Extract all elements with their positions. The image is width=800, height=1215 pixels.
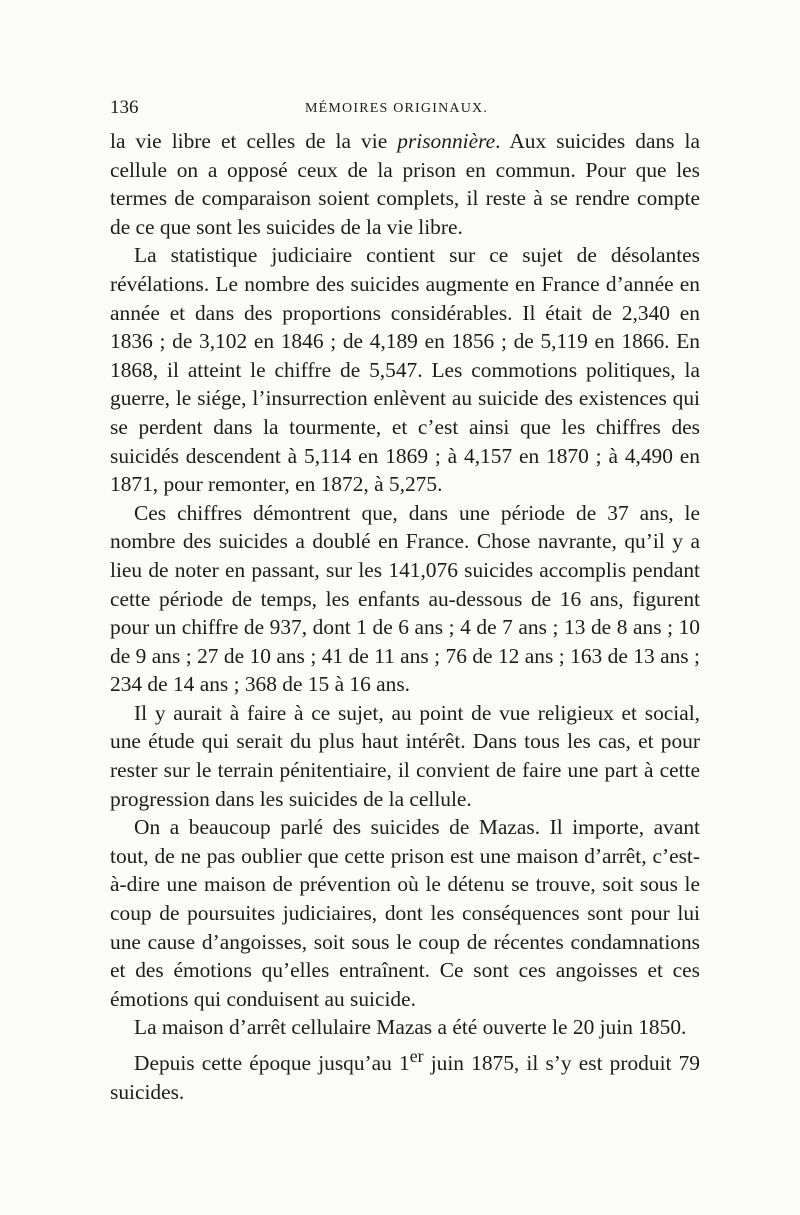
paragraph-6: La maison d’arrêt cellulaire Mazas a été ouverte le 20 juin 1850. <box>134 1015 687 1040</box>
paragraph-5: On a beaucoup parlé des suicides de Mazas. Il importe, avant tout, de ne pas oublier que cette prison est une maison d’arrêt, c’est-à-dire une maison de prévention où le détenu se trouve, soit sous le coup de poursuites judiciaires, dont les conséquences sont pour lui une cause d’angoisses, soit sous le coup de récentes condamnations et des émotions qu’elles entraînent. Ce sont ces angoisses et ces émotions qui conduisent au suicide. <box>110 815 700 1011</box>
running-title: MÉMOIRES ORIGINAUX. <box>305 101 489 116</box>
book-page <box>110 95 700 1106</box>
page-body <box>110 127 700 1106</box>
emphasis-prisonniere: prisonnière <box>397 129 496 153</box>
paragraph-7-text-after: juin 1875, il s’y est produit 79 suicides. <box>110 1051 700 1104</box>
paragraph-1-text-after: . Aux suicides dans la cellule on a opposé ceux de la prison en commun. Pour que les termes de comparaison soient complets, il reste à se rendre compte de ce que sont les suicides de la vie libre. <box>110 129 700 239</box>
paragraph-2: La statistique judiciaire contient sur ce sujet de désolantes révélations. Le nombre des suicides augmente en France d’année en année et dans des proportions considérables. Il était de 2,340 en 1836 ; de 3,102 en 1846 ; de 4,189 en 1856 ; de 5,119 en 1866. En 1868, il atteint le chiffre de 5,547. Les commotions politiques, la guerre, le siége, l’insurrection enlèvent au suicide des existences qui se perdent dans la tourmente, et c’est ainsi que les chiffres des suicidés descendent à 5,114 en 1869 ; à 4,157 en 1870 ; à 4,490 en 1871, pour remonter, en 1872, à 5,275. <box>110 243 700 497</box>
paragraph-1 <box>110 127 700 241</box>
paragraph-4: Il y aurait à faire à ce sujet, au point de vue religieux et social, une étude qui serait du plus haut intérêt. Dans tous les cas, et pour rester sur le terrain pénitentiaire, il convient de faire une part à cette progression dans les suicides de la cellule. <box>110 700 700 811</box>
paragraph-7-text-before: Depuis cette époque jusqu’au 1 <box>134 1051 410 1076</box>
paragraph-7 <box>110 1042 700 1106</box>
paragraph-1-text-before: la vie libre et celles de la vie <box>110 129 398 153</box>
page-header <box>110 95 700 121</box>
ordinal-superscript: er <box>409 1046 424 1066</box>
paragraph-3: Ces chiffres démontrent que, dans une période de 37 ans, le nombre des suicides a doublé en France. Chose navrante, qu’il y a lieu de noter en passant, sur les 141,076 suicides accomplis pendant cette période de temps, les enfants au-dessous de 16 ans, figurent pour un chiffre de 937, dont 1 de 6 ans ; 4 de 7 ans ; 13 de 8 ans ; 10 de 9 ans ; 27 de 10 ans ; 41 de 11 ans ; 76 de 12 ans ; 163 de 13 ans ; 234 de 14 ans ; 368 de 15 à 16 ans. <box>110 500 700 697</box>
page-number: 136 <box>110 97 139 118</box>
